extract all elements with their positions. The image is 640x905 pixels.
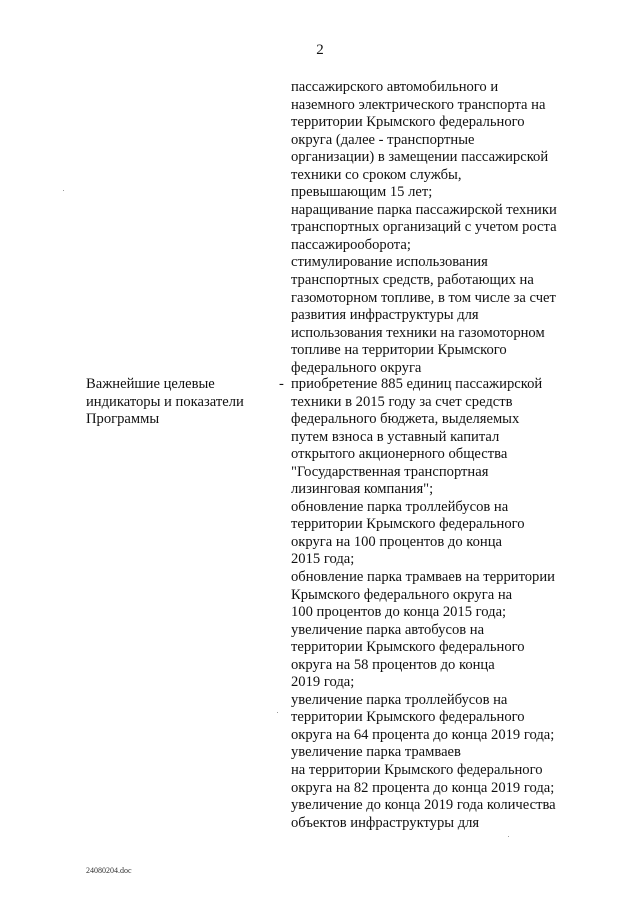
continuation-line: округа (далее - транспортные [291,131,475,148]
page-number: 2 [316,42,324,58]
indicator-line: увеличение парка троллейбусов на [291,691,508,708]
scan-speck [508,836,509,837]
continuation-line: превышающим 15 лет; [291,184,433,201]
indicator-line: объектов инфраструктуры для [291,814,480,831]
indicator-line: округа на 100 процентов до конца [291,533,503,550]
indicator-line: 2015 года; [291,551,355,568]
continuation-line: топливе на территории Крымского [291,342,507,359]
indicator-line: территории Крымского федерального [291,516,525,533]
label-line: индикаторы и показатели [86,393,244,410]
indicator-line: приобретение 885 единиц пассажирской [291,376,543,392]
continuation-line: пассажирооборота; [291,236,411,253]
indicator-line: обновление парка трамваев на территории [291,569,555,586]
indicator-line: лизинговая компания"; [291,481,434,498]
indicators-row-content [291,376,591,832]
continuation-line: наземного электрического транспорта на [291,96,546,113]
continuation-line: транспортных средств, работающих на [291,272,534,289]
continuation-line: организации) в замещении пассажирской [291,149,549,166]
indicator-line: техники в 2015 году за счет средств [291,393,513,410]
indicator-line: путем взноса в уставный капитал [291,428,500,445]
continuation-text-block [291,79,591,377]
indicators-row-label [86,376,276,429]
indicator-line: открытого акционерного общества [291,446,508,463]
indicator-line: Крымского федерального округа на [291,586,513,603]
indicator-line: территории Крымского федерального [291,709,525,726]
indicator-line: 2019 года; [291,674,355,691]
continuation-line: развития инфраструктуры для [291,307,479,324]
indicator-line: увеличение до конца 2019 года количества [291,797,556,814]
scan-speck [277,712,278,713]
indicator-line: "Государственная транспортная [291,463,489,480]
continuation-line: территории Крымского федерального [291,114,525,131]
indicator-line: округа на 64 процента до конца 2019 года; [291,726,555,743]
indicator-line: округа на 58 процентов до конца [291,656,495,673]
continuation-line: газомоторном топливе, в том числе за счет [291,289,556,306]
continuation-line: наращивание парка пассажирской техники [291,201,557,218]
indicator-line: 100 процентов до конца 2015 года; [291,604,507,621]
indicator-line: территории Крымского федерального [291,639,525,656]
continuation-line: пассажирского автомобильного и [291,79,499,95]
continuation-line: федерального округа [291,359,422,376]
indicator-line: федерального бюджета, выделяемых [291,411,520,428]
continuation-line: транспортных организаций с учетом роста [291,219,557,236]
continuation-line: стимулирование использования [291,254,488,271]
indicator-line: обновление парка троллейбусов на [291,498,509,515]
continuation-line: техники со сроком службы, [291,166,462,183]
label-line: Программы [86,411,160,428]
continuation-line: использования техники на газомоторном [291,324,545,341]
indicator-line: на территории Крымского федерального [291,762,543,779]
indicator-line: увеличение парка трамваев [291,744,461,761]
scan-speck [63,190,64,191]
indicator-line: округа на 82 процента до конца 2019 года; [291,779,555,796]
footer-file-name: 24080204.doc [86,866,132,875]
indicator-line: увеличение парка автобусов на [291,621,485,638]
row-dash: - [279,376,284,392]
label-line: Важнейшие целевые [86,376,215,392]
